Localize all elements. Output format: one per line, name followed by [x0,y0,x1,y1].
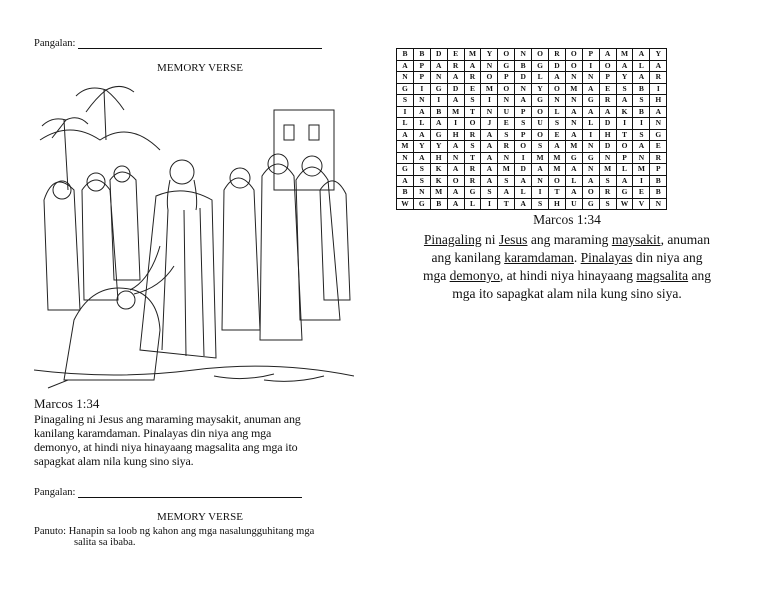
grid-cell[interactable]: N [397,72,414,84]
grid-cell[interactable]: R [464,175,481,187]
grid-cell[interactable]: R [464,164,481,176]
grid-cell[interactable]: T [616,129,633,141]
grid-cell[interactable]: B [650,175,667,187]
verse-text: . [573,250,581,265]
underlined-word: Pinalayas [580,250,633,265]
grid-cell[interactable]: G [616,187,633,199]
grid-cell[interactable]: A [599,106,616,118]
underlined-word: demonyo [449,268,500,283]
grid-row [397,118,667,130]
grid-cell[interactable]: I [515,152,532,164]
verse-text: mga ito sapagkat alam nila kung sino siya. [452,286,682,301]
grid-cell[interactable]: A [565,164,582,176]
grid-cell[interactable]: L [616,164,633,176]
grid-cell[interactable]: S [397,95,414,107]
grid-cell[interactable]: L [464,198,481,210]
grid-cell[interactable]: A [549,72,566,84]
grid-cell[interactable]: T [498,198,515,210]
grid-cell[interactable]: O [481,72,498,84]
grid-cell[interactable]: G [413,198,430,210]
grid-cell[interactable]: M [565,83,582,95]
grid-cell[interactable]: O [532,49,549,61]
grid-cell[interactable]: R [599,187,616,199]
grid-cell[interactable]: A [481,141,498,153]
grid-cell[interactable]: S [599,175,616,187]
grid-cell[interactable]: P [650,164,667,176]
grid-cell[interactable]: G [532,95,549,107]
grid-cell[interactable]: S [549,118,566,130]
grid-cell[interactable]: U [565,198,582,210]
grid-cell[interactable]: S [599,198,616,210]
grid-cell[interactable]: R [447,60,464,72]
grid-cell[interactable]: L [633,60,650,72]
grid-cell[interactable]: O [549,175,566,187]
grid-cell[interactable]: N [397,152,414,164]
verse-text: ang maraming [527,232,612,247]
grid-cell[interactable]: P [515,129,532,141]
grid-cell[interactable]: A [650,60,667,72]
grid-cell[interactable]: R [650,152,667,164]
verse-reference-right: Marcos 1:34 [533,212,601,227]
grid-cell[interactable]: A [650,106,667,118]
grid-cell[interactable]: N [413,95,430,107]
grid-cell[interactable]: S [532,198,549,210]
grid-cell[interactable]: E [633,187,650,199]
grid-row [397,49,667,61]
grid-cell[interactable]: I [582,60,599,72]
grid-cell[interactable]: N [582,141,599,153]
grid-cell[interactable]: A [430,118,447,130]
grid-cell[interactable]: O [447,175,464,187]
grid-cell[interactable]: B [633,106,650,118]
grid-cell[interactable]: G [582,95,599,107]
grid-cell[interactable]: H [650,95,667,107]
grid-cell[interactable]: P [515,106,532,118]
grid-cell[interactable]: O [532,129,549,141]
grid-cell[interactable]: L [549,106,566,118]
grid-cell[interactable]: N [447,152,464,164]
grid-cell[interactable]: Y [413,141,430,153]
grid-row [397,106,667,118]
grid-cell[interactable]: O [515,141,532,153]
grid-cell[interactable]: D [430,49,447,61]
grid-cell[interactable]: G [532,60,549,72]
grid-cell[interactable]: H [447,129,464,141]
grid-cell[interactable]: I [397,106,414,118]
grid-row [397,175,667,187]
verse-line: sapagkat alam nila kung sino siya. [34,454,194,468]
grid-cell[interactable]: A [447,198,464,210]
grid-cell[interactable]: S [464,141,481,153]
grid-cell[interactable]: A [565,106,582,118]
grid-cell[interactable]: A [481,164,498,176]
grid-row [397,187,667,199]
verse-text: mga [423,268,450,283]
grid-cell[interactable]: M [532,152,549,164]
grid-cell[interactable]: N [515,83,532,95]
jesus-healing-illustration [34,80,354,392]
grid-cell[interactable]: K [430,164,447,176]
grid-cell[interactable]: A [532,164,549,176]
name-label: Pangalan: [34,487,76,498]
grid-cell[interactable]: T [464,106,481,118]
grid-cell[interactable]: A [616,60,633,72]
grid-cell[interactable]: H [599,129,616,141]
grid-cell[interactable]: I [447,118,464,130]
grid-cell[interactable]: N [498,95,515,107]
grid-cell[interactable]: N [532,175,549,187]
grid-cell[interactable]: R [464,129,481,141]
grid-cell[interactable]: W [616,198,633,210]
name-blank-line[interactable] [78,497,302,498]
grid-cell[interactable]: E [464,83,481,95]
grid-cell[interactable]: I [413,83,430,95]
grid-cell[interactable]: Y [532,83,549,95]
grid-cell[interactable]: R [650,72,667,84]
grid-cell[interactable]: S [498,175,515,187]
instructions [34,526,364,548]
grid-cell[interactable]: O [565,49,582,61]
grid-cell[interactable]: A [515,95,532,107]
grid-cell[interactable]: T [549,187,566,199]
grid-cell[interactable]: R [498,141,515,153]
grid-cell[interactable]: E [650,141,667,153]
grid-cell[interactable]: H [430,152,447,164]
grid-cell[interactable]: A [582,106,599,118]
name-label: Pangalan: [34,38,76,49]
grid-cell[interactable]: A [549,141,566,153]
grid-cell[interactable]: D [515,72,532,84]
verse-text: din niya ang [632,250,703,265]
grid-cell[interactable]: N [515,49,532,61]
grid-cell[interactable]: S [633,129,650,141]
grid-cell[interactable]: Y [430,141,447,153]
grid-cell[interactable]: N [413,187,430,199]
grid-cell[interactable]: D [447,83,464,95]
grid-cell[interactable]: G [397,83,414,95]
memory-verse-title-bottom: MEMORY VERSE [157,511,243,523]
grid-cell[interactable]: P [413,60,430,72]
grid-cell[interactable]: A [447,187,464,199]
grid-cell[interactable]: O [532,106,549,118]
grid-cell[interactable]: E [447,49,464,61]
grid-cell[interactable]: S [616,83,633,95]
grid-row [397,129,667,141]
verse-reference-left: Marcos 1:34 [34,396,100,411]
grid-cell[interactable]: L [515,187,532,199]
grid-cell[interactable]: S [481,187,498,199]
grid-row [397,95,667,107]
grid-cell[interactable]: A [582,175,599,187]
grid-cell[interactable]: M [616,49,633,61]
grid-cell[interactable]: N [430,72,447,84]
grid-cell[interactable]: A [582,83,599,95]
grid-cell[interactable]: G [397,164,414,176]
grid-cell[interactable]: M [549,152,566,164]
grid-cell[interactable]: P [616,152,633,164]
grid-cell[interactable]: S [515,118,532,130]
grid-cell[interactable]: A [447,95,464,107]
grid-row [397,164,667,176]
grid-cell[interactable]: Y [481,49,498,61]
grid-cell[interactable]: G [430,129,447,141]
grid-cell[interactable]: M [549,164,566,176]
grid-cell[interactable]: M [447,106,464,118]
grid-cell[interactable]: O [616,141,633,153]
verse-text: ni [481,232,499,247]
grid-cell[interactable]: N [565,95,582,107]
grid-cell[interactable]: R [464,72,481,84]
grid-cell[interactable]: A [633,72,650,84]
grid-cell[interactable]: M [633,164,650,176]
grid-cell[interactable]: A [633,49,650,61]
grid-cell[interactable]: H [549,198,566,210]
verse-text: ang kanilang [431,250,505,265]
grid-cell[interactable]: P [413,72,430,84]
grid-cell[interactable]: L [582,118,599,130]
grid-cell[interactable]: A [481,129,498,141]
grid-cell[interactable]: T [464,152,481,164]
grid-cell[interactable]: O [565,60,582,72]
grid-cell[interactable]: B [397,187,414,199]
grid-cell[interactable]: D [549,60,566,72]
grid-cell[interactable]: M [599,164,616,176]
grid-row [397,72,667,84]
grid-cell[interactable]: I [481,95,498,107]
grid-cell[interactable]: N [633,152,650,164]
grid-cell[interactable]: G [582,152,599,164]
grid-cell[interactable]: A [413,152,430,164]
grid-cell[interactable]: B [430,106,447,118]
verse-text: ang [688,268,711,283]
grid-cell[interactable]: E [599,83,616,95]
verse-line: kanilang karamdaman. Pinalayas din niya ang mga [34,426,272,440]
verse-line: Pinagaling ni Jesus ang maraming maysakit, anuman ang [34,412,301,426]
grid-cell[interactable]: O [549,83,566,95]
grid-cell[interactable]: N [565,118,582,130]
grid-cell[interactable]: N [650,198,667,210]
name-row-bottom [34,487,302,498]
grid-cell[interactable]: N [650,118,667,130]
grid-cell[interactable]: I [616,118,633,130]
grid-cell[interactable]: A [397,60,414,72]
underlined-word: maysakit [611,232,661,247]
grid-cell[interactable]: N [481,60,498,72]
grid-cell[interactable]: B [633,83,650,95]
grid-cell[interactable]: A [397,129,414,141]
grid-cell[interactable]: G [650,129,667,141]
grid-cell[interactable]: A [397,175,414,187]
grid-cell[interactable]: A [447,141,464,153]
grid-cell[interactable]: A [481,175,498,187]
word-search-grid [396,48,667,210]
underlined-word: Pinagaling [423,232,482,247]
grid-cell[interactable]: I [481,198,498,210]
grid-cell[interactable]: S [498,129,515,141]
underlined-word: karamdaman [504,250,574,265]
grid-cell[interactable]: P [582,49,599,61]
underlined-word: Jesus [498,232,528,247]
grid-cell[interactable]: A [616,175,633,187]
grid-cell[interactable]: O [582,187,599,199]
grid-cell[interactable]: G [498,60,515,72]
grid-cell[interactable]: A [413,106,430,118]
grid-cell[interactable]: K [616,106,633,118]
grid-cell[interactable]: J [481,118,498,130]
grid-cell[interactable]: A [633,141,650,153]
grid-cell[interactable]: S [413,164,430,176]
verse-text-right [396,231,738,303]
grid-cell[interactable]: B [515,60,532,72]
grid-cell[interactable]: Y [650,49,667,61]
grid-cell[interactable]: D [599,118,616,130]
grid-cell[interactable]: O [464,118,481,130]
grid-cell[interactable]: B [413,49,430,61]
grid-row [397,141,667,153]
grid-cell[interactable]: N [481,106,498,118]
grid-cell[interactable]: N [582,164,599,176]
grid-cell[interactable]: N [498,152,515,164]
grid-cell[interactable]: M [481,83,498,95]
grid-cell[interactable]: N [549,95,566,107]
grid-cell[interactable]: B [397,49,414,61]
grid-cell[interactable]: A [565,187,582,199]
grid-cell[interactable]: A [413,129,430,141]
grid-cell[interactable]: A [447,72,464,84]
grid-cell[interactable]: D [515,164,532,176]
grid-cell[interactable]: I [650,83,667,95]
grid-row [397,198,667,210]
grid-cell[interactable]: O [599,60,616,72]
grid-cell[interactable]: L [565,175,582,187]
grid-cell[interactable]: G [582,198,599,210]
grid-cell[interactable]: L [532,72,549,84]
grid-cell[interactable]: S [464,95,481,107]
grid-cell[interactable]: S [532,141,549,153]
grid-cell[interactable]: M [430,187,447,199]
grid-cell[interactable]: I [633,175,650,187]
grid-cell[interactable]: M [498,164,515,176]
grid-cell[interactable]: A [430,60,447,72]
grid-cell[interactable]: M [397,141,414,153]
grid-cell[interactable]: D [599,141,616,153]
instruction-text: salita sa ibaba. [74,537,136,548]
grid-cell[interactable]: I [633,118,650,130]
grid-cell[interactable]: N [599,152,616,164]
grid-cell[interactable]: S [633,95,650,107]
grid-cell[interactable]: E [498,118,515,130]
grid-cell[interactable]: V [633,198,650,210]
grid-cell[interactable]: U [532,118,549,130]
grid-cell[interactable]: K [430,175,447,187]
grid-cell[interactable]: B [430,198,447,210]
instruction-label: Panuto: [34,526,67,537]
memory-verse-title: MEMORY VERSE [157,62,243,74]
verse-text: , anuman [660,232,711,247]
grid-cell[interactable]: I [532,187,549,199]
grid-cell[interactable]: N [565,72,582,84]
name-blank-line[interactable] [78,48,322,49]
grid-cell[interactable]: M [464,49,481,61]
grid-cell[interactable]: S [413,175,430,187]
grid-cell[interactable]: Y [616,72,633,84]
grid-cell[interactable]: O [498,49,515,61]
grid-cell[interactable]: W [397,198,414,210]
grid-cell[interactable]: R [599,95,616,107]
grid-cell[interactable]: A [464,60,481,72]
grid-cell[interactable]: P [498,72,515,84]
grid-row [397,152,667,164]
grid-row [397,60,667,72]
grid-cell[interactable]: A [616,95,633,107]
grid-cell[interactable]: I [582,129,599,141]
name-row-top [34,38,322,49]
verse-text: , at hindi niya hinayaang [499,268,637,283]
grid-cell[interactable]: L [397,118,414,130]
grid-cell[interactable]: P [599,72,616,84]
grid-cell[interactable]: B [650,187,667,199]
grid-cell[interactable]: I [430,95,447,107]
grid-cell[interactable]: E [549,129,566,141]
instruction-text: Hanapin sa loob ng kahon ang mga nasalungguhitang mga [68,526,315,537]
grid-cell[interactable]: A [447,164,464,176]
grid-cell[interactable]: A [565,129,582,141]
verse-text-left [34,412,364,468]
grid-cell[interactable]: N [582,72,599,84]
grid-cell[interactable]: R [549,49,566,61]
grid-cell[interactable]: A [515,198,532,210]
grid-cell[interactable]: U [498,106,515,118]
grid-cell[interactable]: M [565,141,582,153]
verse-line: demonyo, at hindi niya hinayaang magsalita ang mga ito [34,440,298,454]
grid-cell[interactable]: A [481,152,498,164]
grid-cell[interactable]: A [498,187,515,199]
grid-row [397,83,667,95]
grid-cell[interactable]: G [430,83,447,95]
underlined-word: magsalita [636,268,689,283]
grid-cell[interactable]: G [464,187,481,199]
grid-cell[interactable]: O [498,83,515,95]
grid-cell[interactable]: A [515,175,532,187]
grid-cell[interactable]: L [413,118,430,130]
grid-cell[interactable]: A [599,49,616,61]
grid-cell[interactable]: G [565,152,582,164]
